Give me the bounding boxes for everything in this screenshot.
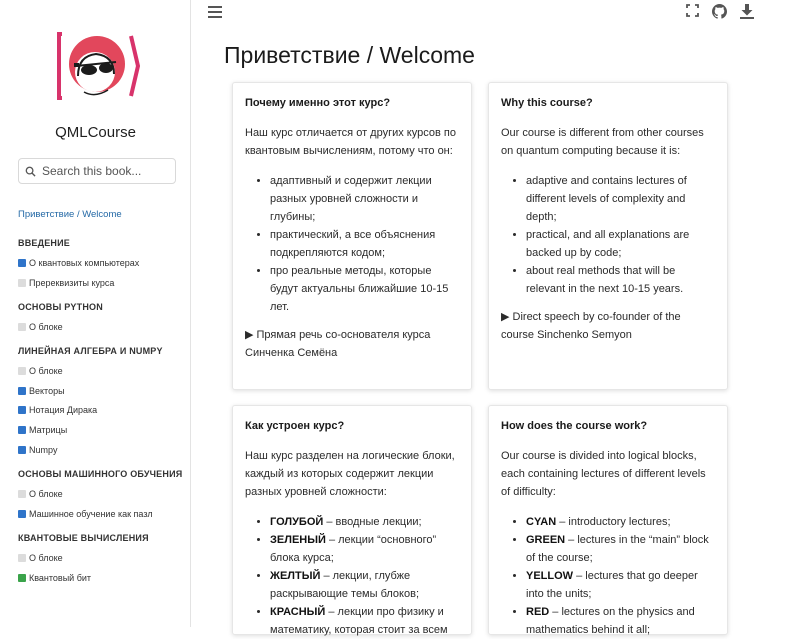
sidebar-item-welcome[interactable]: Приветствие / Welcome (18, 209, 122, 220)
nav-section-python (18, 300, 188, 332)
sidebar-item[interactable] (18, 386, 188, 396)
sidebar-item[interactable] (18, 445, 188, 455)
nav-section-title: ЛИНЕЙНАЯ АЛГЕБРА И NUMPY (18, 345, 163, 356)
level-text: – вводные лекции; (323, 516, 422, 528)
sidebar-item[interactable] (18, 553, 188, 563)
list-item (270, 531, 459, 567)
nav-section-title: ВВЕДЕНИЕ (18, 238, 70, 248)
hamburger-icon[interactable] (208, 5, 222, 21)
level-key: ГОЛУБОЙ (270, 516, 324, 528)
list-item: • практический, а все объяснения подкрепляются кодом; (270, 226, 459, 262)
level-key: RED (526, 606, 550, 618)
card-list (526, 172, 715, 298)
brand-title: QMLCourse (55, 124, 136, 141)
sidebar-item[interactable] (18, 405, 188, 415)
level-square-icon (18, 323, 26, 331)
level-text: – лекции про физику и математику, которая стоит за всем (270, 606, 448, 636)
sidebar-item[interactable] (18, 489, 188, 499)
card-why-en (488, 82, 728, 390)
sidebar-item-label: О блоке (29, 321, 63, 332)
sidebar-item-label: О блоке (29, 552, 63, 563)
search-input[interactable] (42, 164, 162, 178)
sidebar-item-label: Numpy (29, 444, 58, 455)
card-intro: Наш курс отличается от других курсов по квантовым вычислениям, потому что он: (245, 127, 456, 157)
sidebar-item[interactable] (18, 509, 188, 519)
card-list (270, 172, 459, 316)
list-item: • about real methods that will be relevant in the next 10-15 years. (526, 262, 715, 298)
sidebar (0, 0, 191, 627)
nav-section-ml (18, 467, 188, 519)
list-item: • practical, and all explanations are backed up by code; (526, 226, 715, 262)
card-intro: Наш курс разделен на логические блоки, каждый из которых содержит лекции разных уровней сложности: (245, 450, 455, 498)
card-heading: Как устроен курс? (245, 420, 345, 432)
sidebar-item-label: О блоке (29, 365, 63, 376)
level-square-icon (18, 426, 26, 434)
level-square-icon (18, 367, 26, 375)
card-heading: How does the course work? (501, 420, 648, 432)
card-list (270, 513, 459, 639)
level-key: GREEN (526, 534, 566, 546)
level-key: ЗЕЛЕНЫЙ (270, 534, 326, 546)
list-item (270, 513, 459, 531)
direct-speech-toggle[interactable]: ▶ Прямая речь со-основателя курса Синченка Семёна (245, 329, 431, 359)
list-item (526, 603, 715, 639)
download-icon[interactable] (740, 4, 754, 20)
list-item (526, 513, 715, 531)
sidebar-nav (18, 209, 188, 595)
nav-section-qc (18, 531, 188, 583)
level-text: – lectures on the physics and mathematics behind it all; (526, 606, 695, 636)
nav-section-intro (18, 236, 188, 288)
nav-section-title: КВАНТОВЫЕ ВЫЧИСЛЕНИЯ (18, 532, 149, 543)
card-how-en (488, 405, 728, 635)
page-title: Приветствие / Welcome (224, 42, 475, 68)
card-how-ru (232, 405, 472, 635)
list-item: • про реальные методы, которые будут актуальны ближайшие 10-15 лет. (270, 262, 459, 316)
direct-speech-toggle[interactable]: ▶ Direct speech by co-founder of the course Sinchenko Semyon (501, 311, 681, 341)
level-key: ЖЕЛТЫЙ (270, 570, 321, 582)
sidebar-item[interactable] (18, 258, 188, 268)
level-square-icon (18, 279, 26, 287)
sidebar-item-label: Квантовый бит (29, 572, 92, 583)
card-why-ru (232, 82, 472, 390)
card-list (526, 513, 715, 639)
list-item (270, 603, 459, 639)
level-key: КРАСНЫЙ (270, 606, 326, 618)
sidebar-item-label: О квантовых компьютерах (29, 258, 140, 268)
level-square-icon (18, 406, 26, 414)
card-intro: Our course is different from other courses on quantum computing because it is: (501, 127, 704, 157)
qmlcourse-logo[interactable] (54, 30, 142, 104)
level-square-icon (18, 490, 26, 498)
search-icon (25, 166, 36, 177)
level-square-icon (18, 387, 26, 395)
list-item: • адаптивный и содержит лекции разных уровней сложности и глубины; (270, 172, 459, 226)
card-intro: Our course is divided into logical blocks, each containing lectures of different levels of difficulty: (501, 450, 706, 498)
sidebar-item[interactable] (18, 322, 188, 332)
card-heading: Why this course? (501, 97, 593, 109)
nav-section-linalg (18, 344, 188, 455)
level-square-icon (18, 259, 26, 267)
search-box[interactable] (18, 158, 176, 184)
level-text: – lectures in the “main” block of the course; (526, 534, 709, 564)
sidebar-item-label: Машинное обучение как пазл (29, 508, 153, 519)
sidebar-item[interactable] (18, 278, 188, 288)
fullscreen-icon[interactable] (686, 4, 699, 20)
level-text: – лекции “основного” блока курса; (270, 534, 437, 564)
sidebar-item-label: Векторы (29, 385, 65, 396)
level-square-icon (18, 510, 26, 518)
level-text: – lectures that go deeper into the units; (526, 570, 698, 600)
nav-section-title: ОСНОВЫ PYTHON (18, 301, 103, 312)
sidebar-item-label: Пререквизиты курса (29, 277, 115, 288)
list-item: • adaptive and contains lectures of different levels of complexity and depth; (526, 172, 715, 226)
level-text: – introductory lectures; (556, 516, 671, 528)
list-item (270, 567, 459, 603)
level-square-icon (18, 554, 26, 562)
github-icon[interactable] (712, 4, 727, 20)
level-square-icon (18, 446, 26, 454)
sidebar-item-label: Матрицы (29, 425, 68, 436)
level-key: CYAN (526, 516, 557, 528)
list-item (526, 531, 715, 567)
card-heading: Почему именно этот курс? (245, 97, 391, 109)
sidebar-item[interactable] (18, 366, 188, 376)
sidebar-item-label: О блоке (29, 488, 63, 499)
level-key: YELLOW (526, 570, 574, 582)
list-item (526, 567, 715, 603)
sidebar-item[interactable] (18, 573, 188, 583)
level-square-icon (18, 574, 26, 582)
level-text: – лекции, глубже раскрывающие темы блоков; (270, 570, 420, 600)
sidebar-item[interactable] (18, 425, 188, 435)
nav-section-title: ОСНОВЫ МАШИННОГО ОБУЧЕНИЯ (18, 468, 183, 479)
sidebar-item-label: Нотация Дирака (29, 405, 98, 416)
